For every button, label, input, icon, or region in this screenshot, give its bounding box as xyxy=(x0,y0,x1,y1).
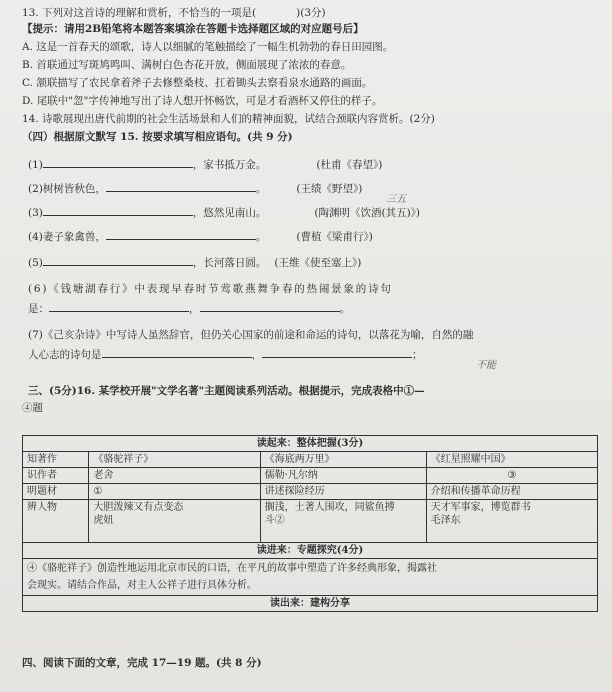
table-title-read-in: 读起来：整体把握(3分) xyxy=(23,436,598,452)
section4b-head: 四、阅读下面的文章，完成 17—19 题。(共 8 分) xyxy=(22,657,262,669)
recite-item-1: (1) ，家书抵万金。 (杜甫《春望》) xyxy=(28,156,382,172)
q13-option-d: D. 尾联中"忽"字传神地写出了诗人想开怀畅饮，可是才看酒杯又停住的样子。 xyxy=(22,95,383,107)
q13-option-a: A. 这是一首春天的颂歌，诗人以细腻的笔触描绘了一幅生机勃勃的春日田园图。 xyxy=(22,41,394,53)
section4-head: （四）根据原文默写 15. 按要求填写相应语句。(共 9 分) xyxy=(22,131,293,143)
answer-blank[interactable] xyxy=(43,156,193,168)
table-row xyxy=(23,500,598,543)
table-title-explore: 读进来：专题探究(4分) xyxy=(23,543,598,559)
q13-stem: 13. 下列对这首诗的理解和赏析，不恰当的一项是( )(3分) xyxy=(22,7,326,19)
recite-item-4: (4)妻子象禽兽， 。 (曹植《梁甫行》) xyxy=(28,228,373,244)
table-title-share: 读出来：建构分享 xyxy=(23,596,598,612)
question-4-text: ④《骆驼祥子》创造性地运用北京市民的口语，在平凡的故事中塑造了许多经典形象，揭露社 会现实。请结合作品，对主人公祥子进行具体分析。 xyxy=(23,559,598,596)
cell: 《海底两万里》 xyxy=(260,452,426,468)
answer-blank[interactable] xyxy=(43,204,193,216)
recite-item-7-line2: 人心志的诗句是 ， ； xyxy=(28,346,423,362)
q13-option-b: B. 首联通过写斑鸠鸣叫、满树白色杏花开放，侧面展现了浓浓的春意。 xyxy=(22,59,352,71)
q13-tip: 【提示：请用2B铅笔将本题答案填涂在答题卡选择题区域的对应题号后】 xyxy=(22,23,364,35)
answer-blank[interactable] xyxy=(106,180,256,192)
answer-blank[interactable] xyxy=(262,346,412,358)
recite-item-2: (2)树树皆秋色， 。 (王绩《野望》) xyxy=(28,180,362,196)
answer-blank[interactable] xyxy=(102,346,252,358)
cell: 大胆泼辣又有点变态 虎妞 xyxy=(89,500,260,543)
cell-blank-3[interactable]: ③ xyxy=(426,468,597,484)
answer-blank[interactable] xyxy=(200,300,340,312)
cell-blank-1[interactable]: ① xyxy=(89,484,260,500)
answer-blank[interactable] xyxy=(49,300,189,312)
row-label: 知著作 xyxy=(23,452,89,468)
table-row xyxy=(23,452,598,468)
cell: 天才军事家，博览群书 毛泽东 xyxy=(426,500,597,543)
cell: 《红星照耀中国》 xyxy=(426,452,597,468)
answer-blank[interactable] xyxy=(106,228,256,240)
recite-item-6-line1: (6)《钱塘湖春行》中表现早春时节莺歌燕舞争春的热闹景象的诗句 xyxy=(28,283,393,295)
recite-item-3: (3) ，悠然见南山。 (陶渊明《饮酒(其五)》) xyxy=(28,204,420,220)
recite-item-7-line1: (7)《己亥杂诗》中写诗人虽然辞官，但仍关心国家的前途和命运的诗句，以落花为喻，自然的融 xyxy=(28,329,474,341)
row-label: 明题材 xyxy=(23,484,89,500)
cell-blank-2[interactable]: 搁浅，土著人围攻，同鲨鱼搏 斗② xyxy=(260,500,426,543)
row-label: 辨人物 xyxy=(23,500,89,543)
q14-stem: 14. 诗歌展现出唐代前期的社会生活场景和人们的精神面貌，试结合颈联内容赏析。(2分) xyxy=(22,113,435,125)
reading-table xyxy=(22,435,598,612)
cell: 老舍 xyxy=(89,468,260,484)
q13-option-c: C. 颔联描写了农民拿着斧子去修整桑枝、扛着锄头去察看泉水通路的画面。 xyxy=(22,77,373,89)
cell: 介绍和传播革命历程 xyxy=(426,484,597,500)
answer-blank[interactable] xyxy=(43,254,193,266)
table-row xyxy=(23,484,598,500)
table-row xyxy=(23,468,598,484)
handwritten-note-b: 不能 xyxy=(476,360,496,371)
section3-head: 三、(5分)16. 某学校开展"文学名著"主题阅读系列活动。根据提示，完成表格中①— xyxy=(28,385,425,397)
handwritten-note-a: 三五 xyxy=(386,194,406,205)
recite-item-5: (5) ，长河落日圆。 (王维《使至塞上》) xyxy=(28,254,361,270)
cell: 讲述探险经历 xyxy=(260,484,426,500)
cell: 儒勒·凡尔纳 xyxy=(260,468,426,484)
cell: 《骆驼祥子》 xyxy=(89,452,260,468)
row-label: 识作者 xyxy=(23,468,89,484)
recite-item-6-line2: 是： ， 。 xyxy=(28,300,350,316)
section3-head-cont: ④题 xyxy=(22,402,43,414)
